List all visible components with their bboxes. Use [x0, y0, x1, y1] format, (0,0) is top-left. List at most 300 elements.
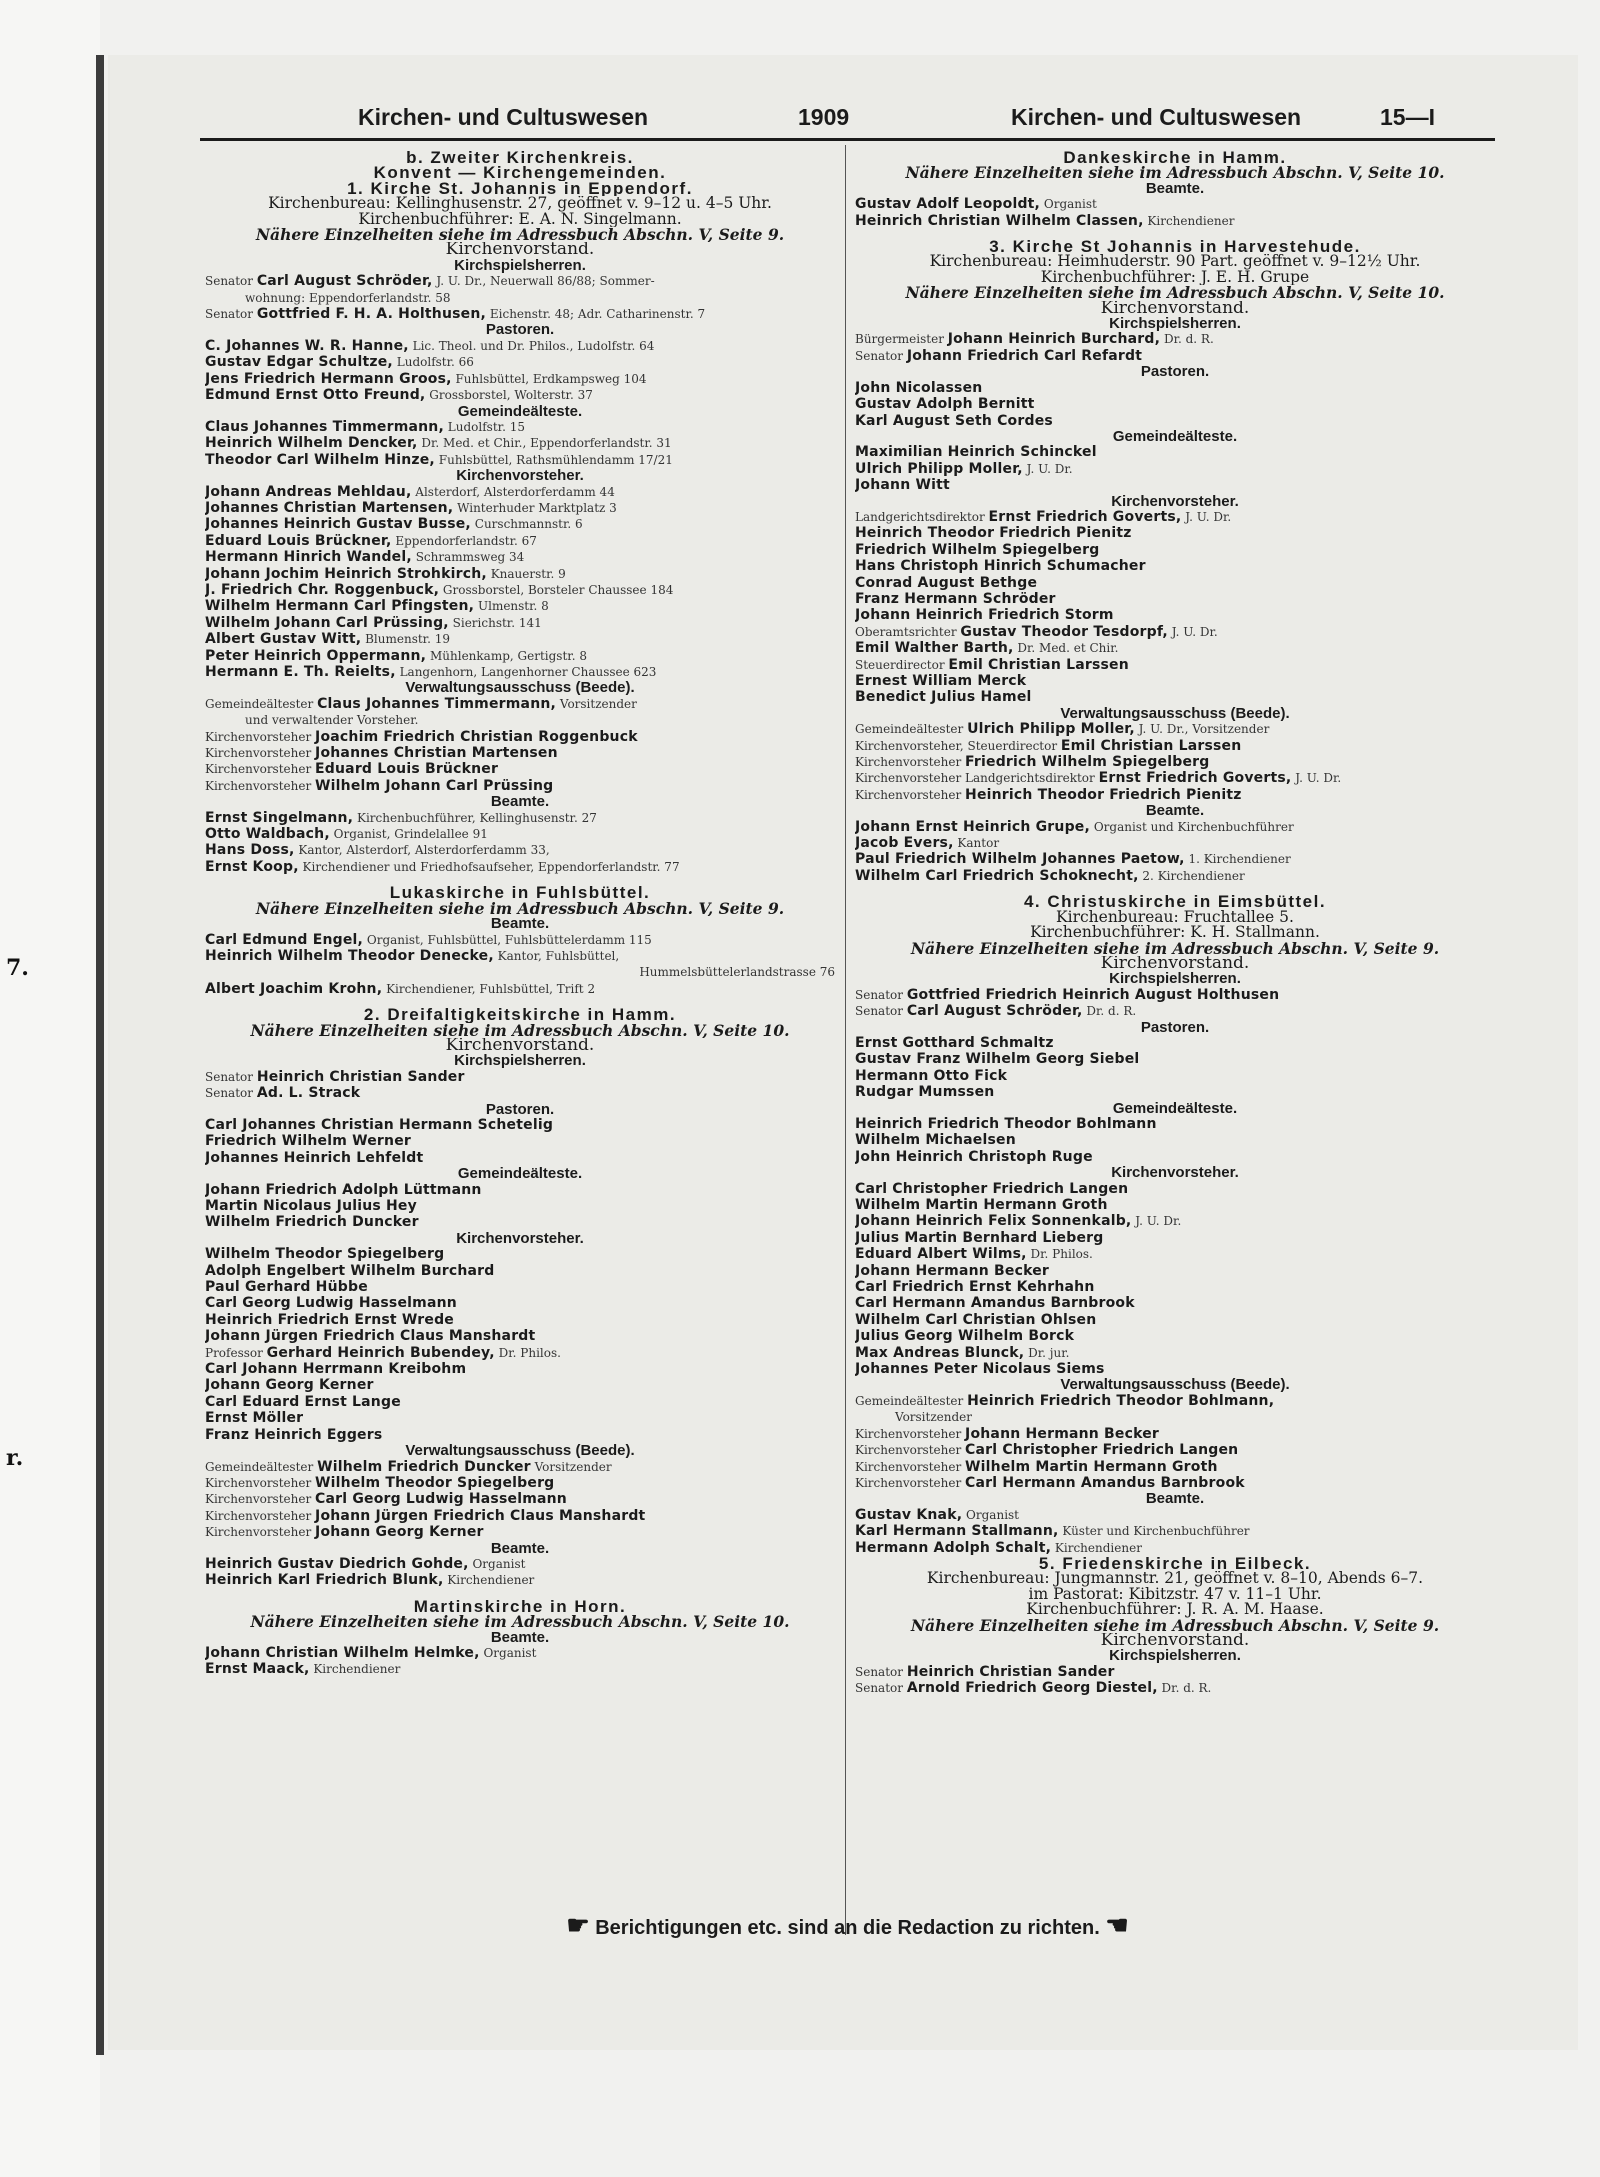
left-column-line: [205, 761, 835, 777]
entry-detail: Organist und Kirchenbuchführer: [1090, 819, 1294, 834]
name-entry: Gustav Adolf Leopoldt,: [855, 196, 1041, 213]
entry-detail: J. U. Dr.: [1181, 509, 1232, 524]
right-column-line: [855, 754, 1495, 770]
left-column-line: [205, 1556, 835, 1572]
entry-detail: Landgerichtsdirektor: [855, 509, 989, 524]
entry-detail: Kirchendiener: [1051, 1540, 1142, 1555]
line-text: Beamte.: [490, 794, 550, 810]
line-text: Beamte.: [490, 1540, 550, 1556]
right-column-line: [855, 706, 1495, 721]
name-entry: Heinrich Wilhelm Dencker,: [205, 435, 418, 452]
running-header: [200, 100, 1495, 141]
right-column-line: [855, 640, 1495, 656]
name-entry: Wilhelm Hermann Carl Pfingsten,: [205, 598, 475, 615]
line-text: Nähere Einzelheiten siehe im Adressbuch Abschn. V, Seite 9.: [255, 900, 785, 917]
right-column-line: [855, 364, 1495, 379]
line-text: 4. Christuskirche in Eimsbüttel.: [1023, 894, 1327, 910]
right-column-line: [855, 1664, 1495, 1680]
name-entry: Johann Hermann Becker: [965, 1425, 1160, 1442]
entry-detail: Senator: [205, 1069, 257, 1084]
entry-detail: Kirchenvorsteher: [205, 778, 316, 793]
name-entry: Johann Jürgen Friedrich Claus Manshardt: [205, 1328, 536, 1345]
entry-detail: Mühlenkamp, Gertigstr. 8: [426, 648, 587, 663]
left-column-line: [205, 826, 835, 842]
line-text: Beamte.: [1145, 803, 1205, 819]
right-column-line: [855, 150, 1495, 165]
entry-detail: J. U. Dr.: [1022, 461, 1073, 476]
name-entry: Hermann Hinrich Wandel,: [205, 549, 412, 566]
right-column-line: [855, 1197, 1495, 1213]
name-entry: Hermann E. Th. Reielts,: [205, 664, 396, 680]
name-entry: Hermann Otto Fick: [855, 1067, 1008, 1084]
right-column-line: [855, 1633, 1495, 1648]
left-column-line: [205, 1599, 835, 1614]
name-entry: Martin Nicolaus Julius Hey: [205, 1198, 417, 1214]
name-entry: Conrad August Bethge: [855, 574, 1038, 591]
line-text: im Pastorat: Kibitzstr. 47 v. 11–1 Uhr.: [1028, 1586, 1322, 1603]
scan-margin: [0, 0, 100, 2177]
line-text: Kirchenvorsteher.: [456, 468, 584, 484]
right-column: [855, 150, 1495, 1697]
entry-detail: Senator: [855, 1664, 907, 1679]
left-column-line: [205, 354, 835, 370]
right-column-line: [855, 941, 1495, 956]
left-column-line: [205, 1630, 835, 1645]
entry-detail: Kirchenvorsteher, Steuerdirector: [855, 738, 1061, 753]
name-entry: Wilhelm Johann Carl Prüssing: [315, 777, 554, 794]
left-column-line: [205, 452, 835, 468]
name-entry: Emil Walther Barth,: [855, 640, 1014, 657]
entry-detail: Dr. Med. et Chir.: [1013, 641, 1119, 656]
name-entry: Eduard Albert Wilms,: [855, 1246, 1027, 1263]
name-entry: Carl Edmund Engel,: [205, 931, 364, 948]
right-column-line: [855, 1475, 1495, 1491]
right-column-line: [855, 558, 1495, 574]
name-entry: Heinrich Gustav Diedrich Gohde,: [205, 1555, 469, 1572]
pointing-hand-right-icon: ☛: [566, 1910, 590, 1940]
right-column-line: [855, 803, 1495, 818]
right-column-line: [855, 461, 1495, 477]
line-text: Kirchenbuchführer: E. A. N. Singelmann.: [358, 211, 682, 228]
right-column-line: [855, 673, 1495, 689]
right-column-line: [855, 254, 1495, 269]
line-text: Gemeindeälteste.: [1112, 1100, 1238, 1116]
entry-detail: Kirchenvorsteher: [205, 762, 316, 777]
entry-detail: Blumenstr. 19: [361, 632, 451, 647]
right-column-line: [855, 1377, 1495, 1392]
name-entry: Gottfried Friedrich Heinrich August Holthusen: [906, 986, 1280, 1003]
entry-detail: Dr. d. R.: [1160, 332, 1214, 347]
left-column-line: [205, 1345, 835, 1361]
line-text: Kirchspielsherren.: [454, 1053, 586, 1069]
right-column-line: [855, 1084, 1495, 1100]
left-column-line: [205, 885, 835, 900]
name-entry: Edmund Ernst Otto Freund,: [205, 387, 426, 404]
right-column-line: [855, 1116, 1495, 1132]
name-entry: Wilhelm Friedrich Duncker: [205, 1214, 419, 1231]
line-text: Kirchenvorstand.: [445, 1037, 595, 1054]
line-text: Kirchenbuchführer: K. H. Stallmann.: [1030, 925, 1320, 941]
left-column-line: [205, 212, 835, 227]
line-text: Nähere Einzelheiten siehe im Adressbuch Abschn. V, Seite 10.: [905, 285, 1445, 301]
left-column-line: [205, 1312, 835, 1328]
name-entry: Carl Christopher Friedrich Langen: [855, 1180, 1129, 1197]
left-column-line: [205, 1023, 835, 1038]
right-column-line: [855, 413, 1495, 429]
entry-detail: Küster und Kirchenbuchführer: [1058, 1524, 1250, 1539]
right-column-line: [855, 1680, 1495, 1696]
line-text: Kirchenvorsteher.: [456, 1230, 584, 1247]
right-column-line: [855, 1246, 1495, 1262]
right-column-line: [855, 956, 1495, 971]
entry-detail: Kirchenvorsteher: [855, 787, 966, 802]
entry-detail: Senator: [855, 1681, 907, 1696]
name-entry: Theodor Carl Wilhelm Hinze,: [205, 451, 435, 468]
right-column-line: [855, 542, 1495, 558]
left-column-line: [205, 322, 835, 337]
entry-detail: Kirchenvorsteher: [205, 1475, 316, 1490]
left-column-line: [205, 1214, 835, 1230]
right-column-line: [855, 1587, 1495, 1602]
entry-detail: Knauerstr. 9: [486, 566, 566, 581]
right-column-line: [855, 1165, 1495, 1180]
line-text: Nähere Einzelheiten siehe im Adressbuch Abschn. V, Seite 9.: [910, 940, 1440, 956]
entry-detail: 2. Kirchendiener: [1138, 868, 1245, 883]
entry-detail: Gemeindeältester: [855, 722, 968, 737]
line-text: Martinskirche in Horn.: [413, 1598, 627, 1615]
left-column-line: [205, 648, 835, 664]
line-text: Beamte.: [490, 916, 550, 932]
left-column-line: [205, 533, 835, 549]
entry-detail: Dr. Philos.: [494, 1345, 561, 1360]
name-entry: John Heinrich Christoph Ruge: [855, 1148, 1093, 1165]
entry-detail: Grossborstel, Wolterstr. 37: [425, 388, 593, 403]
entry-detail: Sierichstr. 141: [448, 615, 542, 630]
line-text: Kirchenvorstand.: [1100, 300, 1250, 317]
entry-detail: Ludolfstr. 66: [392, 355, 474, 370]
left-column-line: [205, 1295, 835, 1311]
right-column-line: [855, 239, 1495, 254]
entry-detail: Kirchendiener, Fuhlsbüttel, Trift 2: [382, 981, 596, 996]
left-column-line: [205, 273, 835, 289]
name-entry: Ulrich Philipp Moller,: [967, 721, 1135, 738]
line-text: Verwaltungsausschuss (Beede).: [1060, 705, 1290, 722]
footer-notice: [200, 1910, 1495, 1941]
line-text: Beamte.: [1145, 180, 1205, 197]
name-entry: Ernst Maack,: [205, 1661, 310, 1678]
footer-text: Berichtigungen etc. sind an die Redaction zu richten.: [595, 1917, 1100, 1939]
left-column-line: [205, 1085, 835, 1101]
left-column-line: [205, 484, 835, 500]
name-entry: Johann Georg Kerner: [205, 1377, 374, 1394]
right-column-line: [855, 1618, 1495, 1633]
left-column-line: [205, 387, 835, 403]
right-column-line: [855, 1312, 1495, 1328]
name-entry: Franz Hermann Schröder: [855, 590, 1056, 607]
left-column-line: [205, 875, 835, 885]
left-column-line: [205, 306, 835, 322]
entry-detail: 1. Kirchendiener: [1184, 852, 1291, 867]
name-entry: Friedrich Wilhelm Spiegelberg: [965, 754, 1210, 771]
left-column-line: [205, 338, 835, 354]
entry-detail: Eppendorferlandstr. 67: [391, 533, 537, 548]
right-column-line: [855, 738, 1495, 754]
left-column-line: [205, 729, 835, 745]
entry-detail: Organist: [468, 1556, 526, 1571]
line-text: Verwaltungsausschuss (Beede).: [405, 1443, 635, 1459]
name-entry: Carl Johann Herrmann Kreibohm: [205, 1361, 467, 1378]
right-column-line: [855, 1263, 1495, 1279]
name-entry: Wilhelm Theodor Spiegelberg: [205, 1246, 445, 1263]
line-text: Dankeskirche in Hamm.: [1063, 150, 1287, 166]
name-entry: Paul Gerhard Hübbe: [205, 1279, 368, 1296]
name-entry: Ernst Friedrich Goverts,: [988, 508, 1182, 525]
left-column-line: [205, 419, 835, 435]
line-text: Kirchenbuchführer: J. R. A. M. Haase.: [1026, 1602, 1324, 1618]
right-column-line: [855, 689, 1495, 705]
right-column-line: [855, 1213, 1495, 1229]
left-column-line: [205, 631, 835, 647]
right-column-line: [855, 607, 1495, 623]
name-entry: Carl Johannes Christian Hermann Schetelig: [205, 1116, 554, 1133]
right-column-line: [855, 770, 1495, 786]
line-text: Kirchspielsherren.: [454, 257, 586, 274]
line-text: Kirchenbureau: Kellinghusenstr. 27, geöffnet v. 9–12 u. 4–5 Uhr.: [268, 196, 772, 212]
right-column-line: [855, 1571, 1495, 1586]
left-column-line: [205, 1524, 835, 1540]
entry-detail: Organist, Fuhlsbüttel, Fuhlsbüttelerdamm 115: [363, 932, 652, 947]
left-column-line: [205, 1182, 835, 1198]
name-entry: Rudgar Mumssen: [855, 1084, 995, 1101]
line-text: Kirchenbuchführer: J. E. H. Grupe: [1040, 269, 1310, 286]
name-entry: Arnold Friedrich Georg Diestel,: [906, 1680, 1158, 1697]
name-entry: Eduard Louis Brückner: [315, 761, 499, 778]
right-column-line: [855, 229, 1495, 239]
entry-detail: Dr. d. R.: [1082, 1004, 1137, 1019]
name-entry: Carl Hermann Amandus Barnbrook: [965, 1474, 1245, 1491]
entry-detail: J. U. Dr.: [1291, 771, 1342, 786]
left-column-line: [205, 1661, 835, 1677]
name-entry: J. Friedrich Chr. Roggenbuck,: [205, 581, 440, 598]
name-entry: Ernst Friedrich Goverts,: [1098, 770, 1292, 787]
right-column-line: [855, 1051, 1495, 1067]
left-column: [205, 150, 835, 1678]
line-text: Kirchenbureau: Fruchtallee 5.: [1056, 909, 1294, 926]
left-column-line: [205, 1166, 835, 1181]
left-column-line: [205, 1198, 835, 1214]
name-entry: Maximilian Heinrich Schinckel: [855, 444, 1097, 461]
left-column-line: [205, 468, 835, 483]
entry-detail: Senator: [855, 348, 907, 363]
right-column-line: [855, 1020, 1495, 1035]
entry-detail: J. U. Dr., Neuerwall 86/88; Sommer-: [432, 274, 655, 289]
name-entry: Gerhard Heinrich Bubendey,: [266, 1344, 495, 1361]
header-left-title: Kirchen- und Cultuswesen: [358, 104, 649, 130]
right-column-line: [855, 971, 1495, 986]
entry-detail: Fuhlsbüttel, Erdkampsweg 104: [451, 371, 647, 386]
name-entry: Gustav Theodor Tesdorpf,: [960, 623, 1168, 640]
line-text: 5. Friedenskirche in Eilbeck.: [1038, 1555, 1312, 1572]
left-column-line: [205, 1102, 835, 1117]
left-column-line: [205, 150, 835, 165]
line-text: Kirchenbureau: Heimhuderstr. 90 Part. geöffnet v. 9–12½ Uhr.: [929, 254, 1421, 270]
left-column-line: [205, 1053, 835, 1068]
left-column-line: [205, 859, 835, 875]
entry-detail: Kirchendiener: [443, 1573, 535, 1588]
name-entry: Heinrich Friedrich Theodor Bohlmann: [855, 1115, 1157, 1132]
left-column-line: [205, 1410, 835, 1426]
right-column-line: [855, 301, 1495, 316]
name-entry: Jacob Evers,: [855, 835, 954, 852]
left-column-line: [205, 712, 835, 728]
left-column-line: [205, 1038, 835, 1053]
line-text: Gemeindeälteste.: [457, 1166, 583, 1182]
right-column-line: [855, 819, 1495, 835]
line-text: Kirchenvorstand.: [1100, 1632, 1250, 1649]
right-column-line: [855, 1149, 1495, 1165]
name-entry: Wilhelm Michaelsen: [855, 1132, 1016, 1149]
entry-detail: Ulmenstr. 8: [474, 599, 549, 614]
right-column-line: [855, 1279, 1495, 1295]
name-entry: Ernst Gotthard Schmaltz: [855, 1034, 1054, 1051]
entry-detail: Kirchendiener und Friedhofsaufseher, Eppendorferlandstr. 77: [298, 859, 680, 874]
left-column-line: [205, 997, 835, 1007]
entry-detail: Organist, Grindelallee 91: [329, 827, 488, 842]
left-column-line: [205, 1117, 835, 1133]
right-column-line: [855, 1540, 1495, 1556]
right-column-line: [855, 1181, 1495, 1197]
right-column-line: [855, 1556, 1495, 1571]
entry-detail: Kantor, Fuhlsbüttel,: [493, 948, 620, 963]
right-column-line: [855, 348, 1495, 364]
left-column-line: [205, 1589, 835, 1599]
line-text: Kirchspielsherren.: [1109, 1648, 1241, 1664]
left-column-line: [205, 1572, 835, 1588]
name-entry: Johannes Heinrich Gustav Busse,: [205, 516, 471, 533]
left-column-line: [205, 696, 835, 712]
name-entry: Ad. L. Strack: [256, 1085, 361, 1102]
right-column-line: [855, 525, 1495, 541]
line-text: 2. Dreifaltigkeitskirche in Hamm.: [363, 1007, 677, 1023]
left-column-line: [205, 1491, 835, 1507]
left-column-line: [205, 196, 835, 211]
name-entry: Johann Jürgen Friedrich Claus Manshardt: [315, 1507, 646, 1524]
entry-detail: Winterhuder Marktplatz 3: [453, 500, 617, 515]
header-page-number: 15—I: [1380, 104, 1435, 130]
left-column-line: [205, 778, 835, 794]
name-entry: Albert Joachim Krohn,: [205, 980, 383, 997]
entry-detail: Dr. jur.: [1024, 1345, 1070, 1360]
right-column-line: [855, 285, 1495, 300]
name-entry: Carl Friedrich Ernst Kehrhahn: [855, 1279, 1095, 1296]
name-entry: Gottfried F. H. A. Holthusen,: [256, 306, 487, 323]
entry-detail: Vorsitzender: [895, 1410, 973, 1425]
name-entry: Johann Andreas Mehldau,: [205, 483, 412, 500]
entry-detail: Senator: [855, 1004, 907, 1019]
right-column-line: [855, 1409, 1495, 1425]
right-column-line: [855, 1345, 1495, 1361]
name-entry: Friedrich Wilhelm Spiegelberg: [855, 541, 1100, 558]
right-column-line: [855, 868, 1495, 884]
left-column-line: [205, 1541, 835, 1556]
entry-detail: Senator: [205, 307, 257, 322]
left-column-line: [205, 242, 835, 257]
name-entry: Hans Christoph Hinrich Schumacher: [855, 558, 1146, 575]
entry-detail: Oberamtsrichter: [855, 624, 961, 639]
entry-detail: Bürgermeister: [855, 332, 948, 347]
name-entry: Adolph Engelbert Wilhelm Burchard: [205, 1262, 495, 1279]
left-column-line: [205, 1645, 835, 1661]
name-entry: Eduard Louis Brückner,: [205, 532, 392, 549]
entry-detail: Ludolfstr. 15: [443, 419, 525, 434]
left-column-line: [205, 1231, 835, 1246]
entry-detail: Kirchenvorsteher: [205, 746, 316, 761]
left-column-line: [205, 794, 835, 809]
entry-detail: Kirchenvorsteher: [205, 1492, 316, 1507]
entry-detail: Lic. Theol. und Dr. Philos., Ludolfstr. 64: [408, 338, 655, 353]
line-text: Verwaltungsausschuss (Beede).: [1060, 1377, 1290, 1393]
margin-stub-1: 7.: [6, 955, 29, 981]
left-column-line: [205, 981, 835, 997]
right-column-line: [855, 851, 1495, 867]
name-entry: Gustav Adolph Bernitt: [855, 396, 1035, 413]
right-column-line: [855, 429, 1495, 444]
right-column-line: [855, 1507, 1495, 1523]
name-entry: Claus Johannes Timmermann,: [205, 418, 444, 435]
right-column-line: [855, 575, 1495, 591]
line-text: Pastoren.: [1140, 364, 1210, 380]
name-entry: Johann Christian Wilhelm Helmke,: [205, 1644, 480, 1661]
right-column-line: [855, 1035, 1495, 1051]
name-entry: Ernst Koop,: [205, 858, 299, 875]
name-entry: Heinrich Christian Sander: [256, 1068, 465, 1085]
entry-detail: Kirchenvorsteher: [855, 1426, 966, 1441]
name-entry: Wilhelm Friedrich Duncker: [317, 1458, 531, 1475]
left-column-line: [205, 227, 835, 242]
right-column-line: [855, 835, 1495, 851]
name-entry: Wilhelm Carl Christian Ohlsen: [855, 1311, 1097, 1328]
right-column-line: [855, 331, 1495, 347]
line-text: Pastoren.: [485, 322, 555, 338]
right-column-line: [855, 1523, 1495, 1539]
right-column-line: [855, 213, 1495, 229]
right-column-line: [855, 1393, 1495, 1409]
name-entry: Ernst Singelmann,: [205, 809, 354, 826]
line-text: Kirchspielsherren.: [1109, 316, 1241, 332]
left-column-line: [205, 932, 835, 948]
name-entry: Wilhelm Martin Hermann Groth: [965, 1458, 1218, 1475]
name-entry: Carl Hermann Amandus Barnbrook: [855, 1295, 1135, 1312]
name-entry: Julius Martin Bernhard Lieberg: [855, 1229, 1104, 1246]
entry-detail: Senator: [205, 1086, 257, 1101]
name-entry: Claus Johannes Timmermann,: [317, 695, 557, 712]
entry-detail: Dr. Med. et Chir., Eppendorferlandstr. 31: [417, 436, 672, 451]
line-text: Nähere Einzelheiten siehe im Adressbuch Abschn. V, Seite 10.: [905, 165, 1445, 181]
line-text: 3. Kirche St Johannis in Harvestehude.: [989, 239, 1361, 255]
right-column-line: [855, 884, 1495, 894]
right-column-line: [855, 1295, 1495, 1311]
name-entry: Joachim Friedrich Christian Roggenbuck: [315, 728, 638, 745]
left-column-line: [205, 1427, 835, 1443]
left-column-line: [205, 842, 835, 858]
right-column-line: [855, 1132, 1495, 1148]
right-column-line: [855, 1426, 1495, 1442]
name-entry: Heinrich Friedrich Theodor Bohlmann,: [967, 1392, 1275, 1409]
entry-detail: Organist: [1040, 197, 1097, 212]
left-column-line: [205, 500, 835, 516]
entry-detail: Langenhorn, Langenhorner Chaussee 623: [395, 665, 657, 679]
right-column-line: [855, 1491, 1495, 1506]
